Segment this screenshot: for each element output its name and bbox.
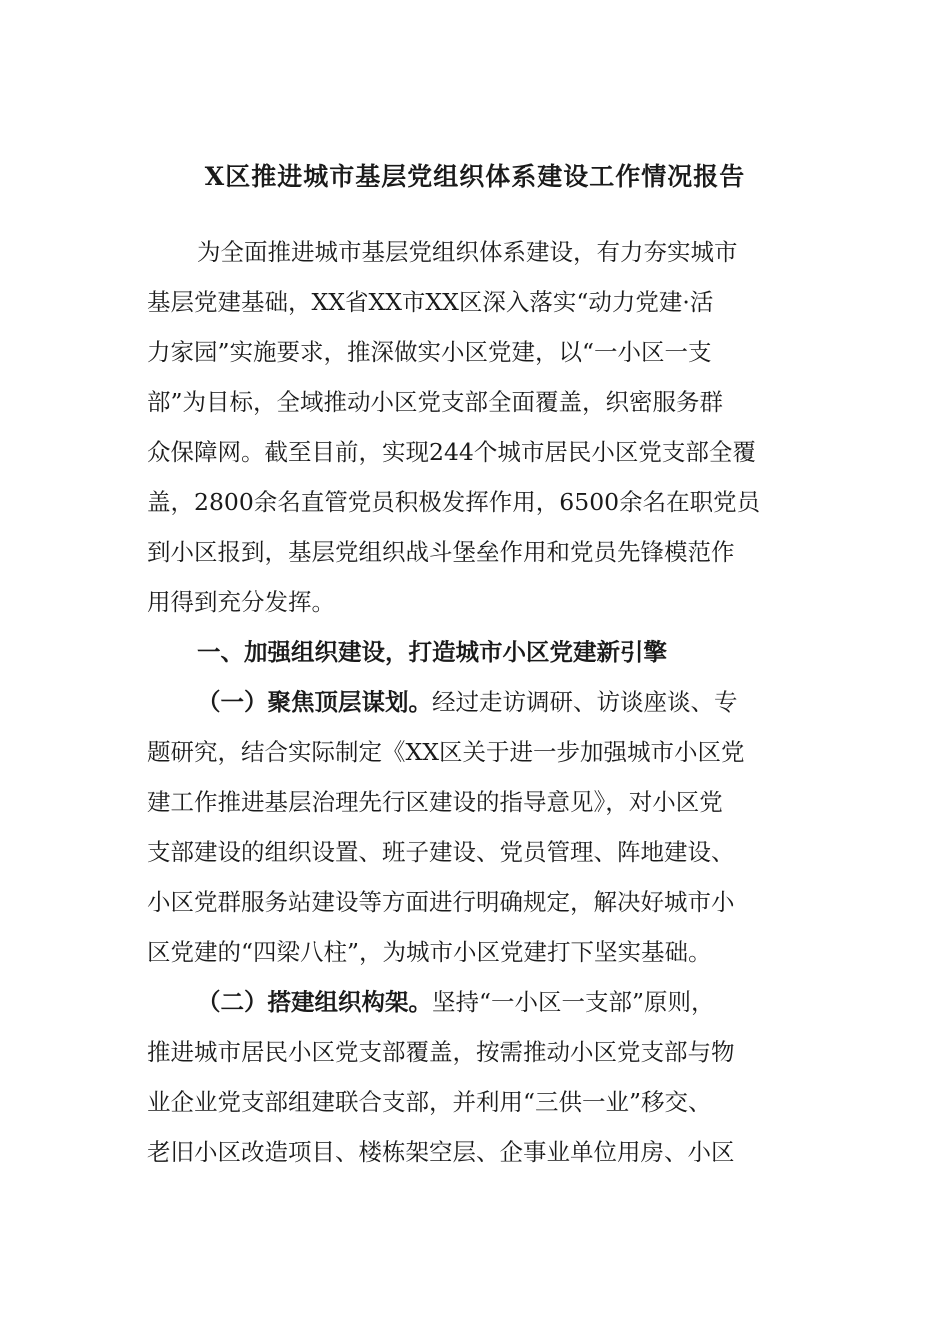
intro-line: 力家园”实施要求，推深做实小区党建，以“一小区一支 bbox=[147, 338, 712, 366]
intro-line: 盖，2800余名直管党员积极发挥作用，6500余名在职党员 bbox=[147, 488, 761, 516]
intro-line: 众保障网。截至目前，实现244个城市居民小区党支部全覆 bbox=[147, 438, 756, 466]
item-line: 老旧小区改造项目、楼栋架空层、企事业单位用房、小区 bbox=[147, 1138, 735, 1166]
document-title: X区推进城市基层党组织体系建设工作情况报告 bbox=[204, 162, 746, 191]
intro-line: 部”为目标，全域推动小区党支部全面覆盖，织密服务群 bbox=[147, 388, 724, 416]
item-text: 经过走访调研、访谈座谈、专 bbox=[432, 688, 738, 716]
item-first-line bbox=[147, 682, 857, 722]
intro-line: 到小区报到，基层党组织战斗堡垒作用和党员先锋模范作 bbox=[147, 538, 735, 566]
section-heading: 一、加强组织建设，打造城市小区党建新引擎 bbox=[197, 638, 667, 666]
item-first-line bbox=[147, 982, 857, 1022]
intro-line: 为全面推进城市基层党组织体系建设，有力夯实城市 bbox=[197, 238, 738, 266]
item-line: 业企业党支部组建联合支部，并利用“三供一业”移交、 bbox=[147, 1088, 712, 1116]
item-line: 支部建设的组织设置、班子建设、党员管理、阵地建设、 bbox=[147, 838, 735, 866]
item-line: 建工作推进基层治理先行区建设的指导意见》，对小区党 bbox=[147, 788, 723, 816]
item-line: 题研究，结合实际制定《XX区关于进一步加强城市小区党 bbox=[147, 738, 745, 766]
item-lead: （一）聚焦顶层谋划。 bbox=[197, 688, 432, 716]
item-line: 区党建的“四梁八柱”，为城市小区党建打下坚实基础。 bbox=[147, 938, 712, 966]
item-text: 坚持“一小区一支部”原则， bbox=[432, 988, 715, 1016]
intro-line: 用得到充分发挥。 bbox=[147, 588, 335, 616]
item-line: 小区党群服务站建设等方面进行明确规定，解决好城市小 bbox=[147, 888, 735, 916]
item-line: 推进城市居民小区党支部覆盖，按需推动小区党支部与物 bbox=[147, 1038, 735, 1066]
intro-line: 基层党建基础，XX省XX市XX区深入落实“动力党建·活 bbox=[147, 288, 714, 316]
item-lead: （二）搭建组织构架。 bbox=[197, 988, 432, 1016]
